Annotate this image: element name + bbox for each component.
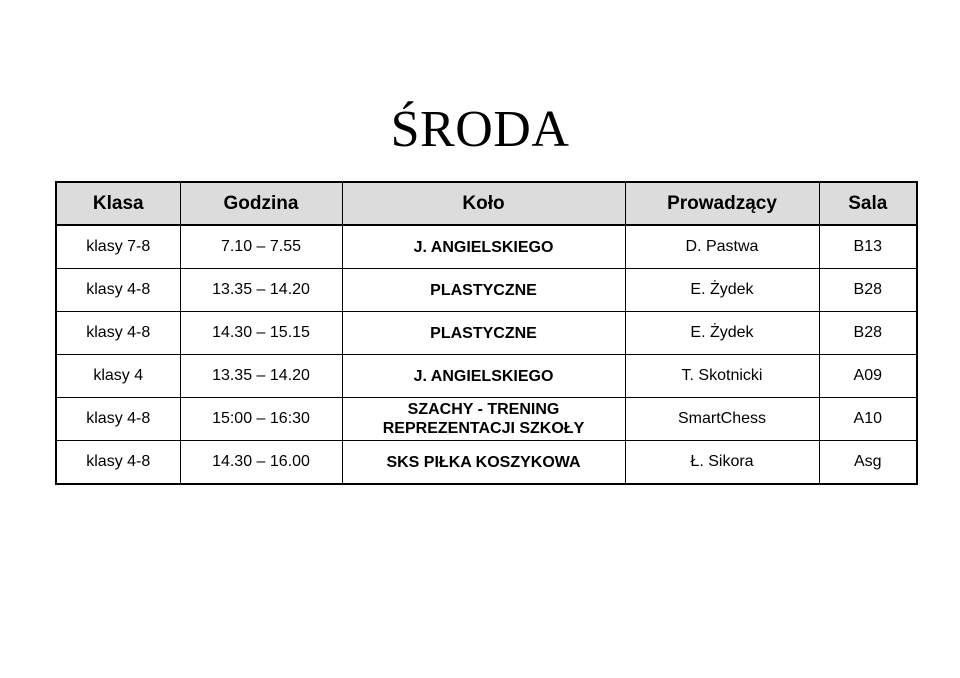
table-row — [56, 355, 917, 398]
cell-sala: Asg — [819, 441, 917, 485]
cell-kolo: J. ANGIELSKIEGO — [342, 355, 625, 398]
cell-prowadzacy: T. Skotnicki — [625, 355, 819, 398]
cell-klasa: klasy 4-8 — [56, 441, 180, 485]
cell-prowadzacy: E. Żydek — [625, 269, 819, 312]
header-kolo: Koło — [342, 182, 625, 225]
cell-klasa: klasy 4-8 — [56, 269, 180, 312]
cell-godzina: 15:00 – 16:30 — [180, 398, 342, 441]
header-klasa: Klasa — [56, 182, 180, 225]
table-row — [56, 225, 917, 269]
cell-prowadzacy: Ł. Sikora — [625, 441, 819, 485]
header-prowadzacy: Prowadzący — [625, 182, 819, 225]
cell-prowadzacy: D. Pastwa — [625, 225, 819, 269]
cell-kolo: J. ANGIELSKIEGO — [342, 225, 625, 269]
schedule-table — [55, 181, 918, 485]
cell-klasa: klasy 4-8 — [56, 312, 180, 355]
table-row — [56, 312, 917, 355]
cell-kolo: SZACHY - TRENING REPREZENTACJI SZKOŁY — [342, 398, 625, 441]
table-row — [56, 441, 917, 485]
table-row — [56, 398, 917, 441]
cell-klasa: klasy 4 — [56, 355, 180, 398]
cell-prowadzacy: E. Żydek — [625, 312, 819, 355]
table-row — [56, 269, 917, 312]
cell-godzina: 13.35 – 14.20 — [180, 269, 342, 312]
cell-klasa: klasy 4-8 — [56, 398, 180, 441]
cell-kolo: PLASTYCZNE — [342, 269, 625, 312]
cell-sala: B28 — [819, 269, 917, 312]
page-title: ŚRODA — [390, 101, 570, 158]
cell-sala: B28 — [819, 312, 917, 355]
cell-sala: A10 — [819, 398, 917, 441]
header-row — [56, 182, 917, 225]
cell-klasa: klasy 7-8 — [56, 225, 180, 269]
header-godzina: Godzina — [180, 182, 342, 225]
cell-godzina: 13.35 – 14.20 — [180, 355, 342, 398]
cell-kolo: PLASTYCZNE — [342, 312, 625, 355]
cell-sala: B13 — [819, 225, 917, 269]
cell-godzina: 7.10 – 7.55 — [180, 225, 342, 269]
cell-prowadzacy: SmartChess — [625, 398, 819, 441]
cell-godzina: 14.30 – 15.15 — [180, 312, 342, 355]
cell-godzina: 14.30 – 16.00 — [180, 441, 342, 485]
cell-kolo: SKS PIŁKA KOSZYKOWA — [342, 441, 625, 485]
cell-sala: A09 — [819, 355, 917, 398]
header-sala: Sala — [819, 182, 917, 225]
